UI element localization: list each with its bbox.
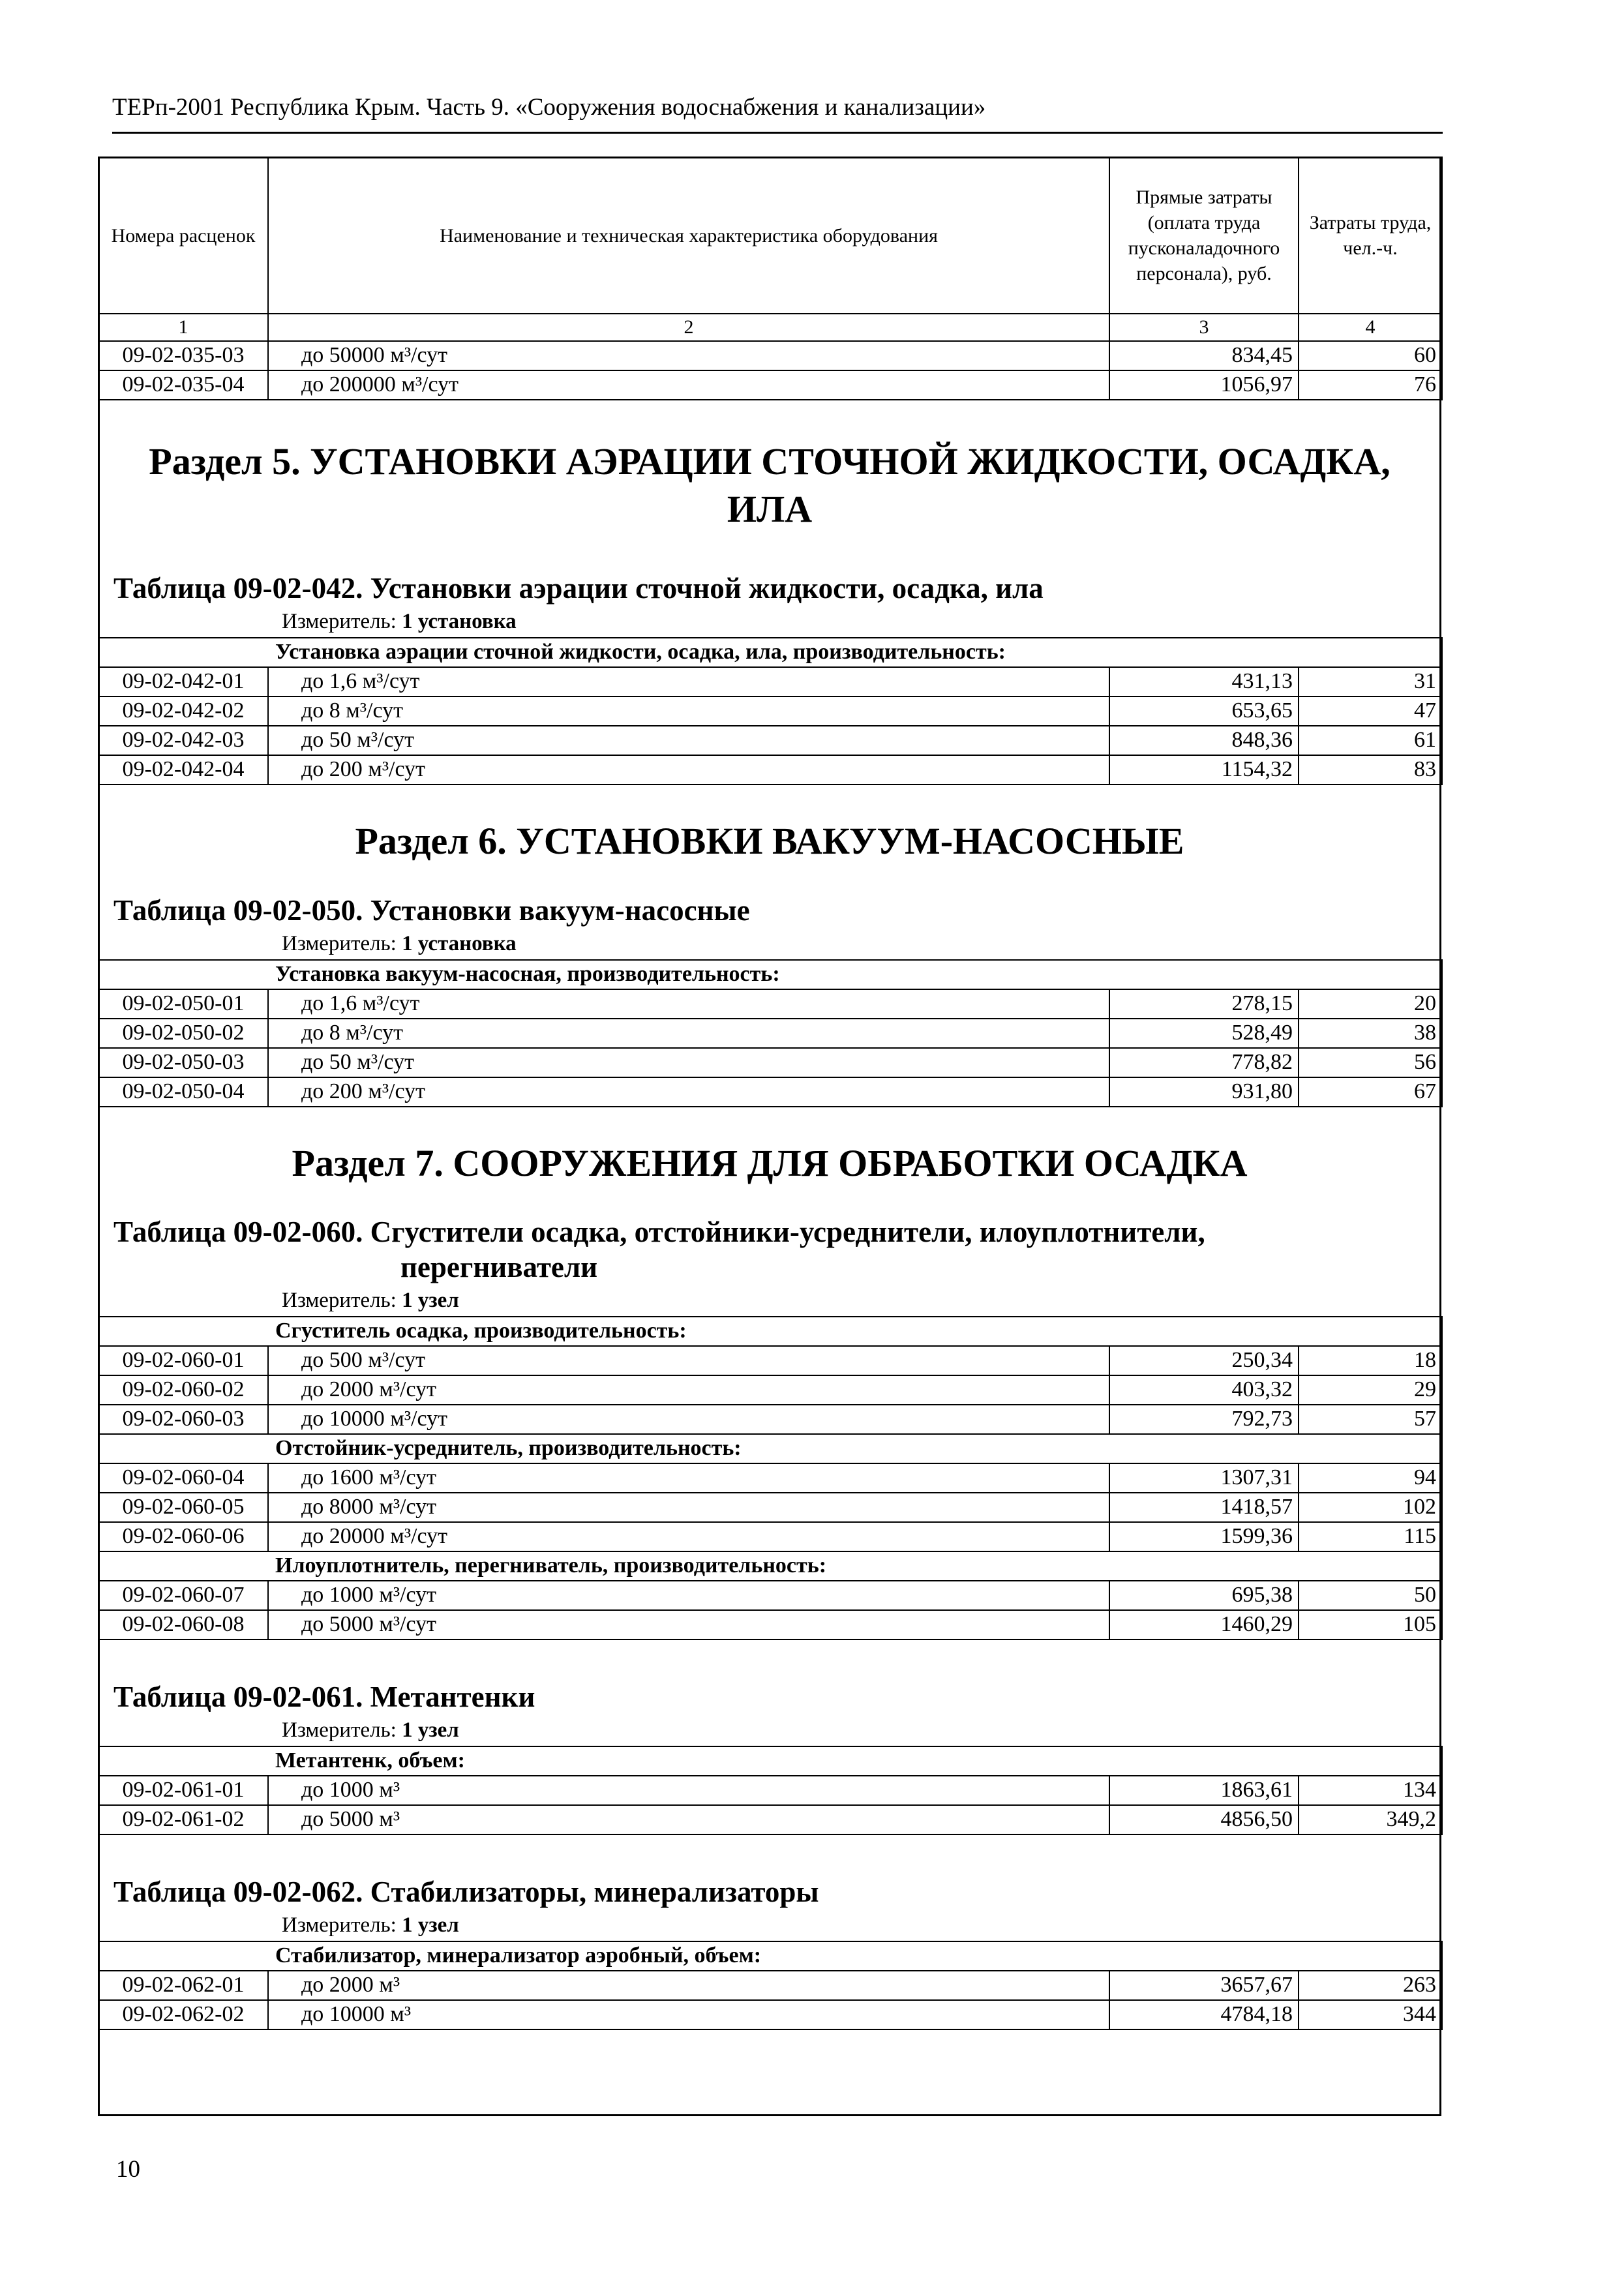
col-number: 3 (1109, 314, 1299, 341)
group-label: Метантенк, объем: (98, 1746, 1442, 1776)
col-header-labor: Затраты труда, чел.-ч. (1299, 157, 1442, 314)
rate-name: до 1,6 м³/сут (268, 667, 1109, 696)
rate-name: до 500 м³/сут (268, 1346, 1109, 1375)
rate-code: 09-02-060-08 (98, 1610, 268, 1639)
rate-code: 09-02-061-01 (98, 1776, 268, 1805)
rate-name: до 1,6 м³/сут (268, 989, 1109, 1019)
rate-labor: 18 (1299, 1346, 1442, 1375)
rate-name: до 2000 м³/сут (268, 1375, 1109, 1405)
group-row (98, 1551, 1442, 1581)
table-row (98, 1346, 1442, 1375)
rate-name: до 50 м³/сут (268, 726, 1109, 755)
rate-code: 09-02-042-03 (98, 726, 268, 755)
table-062-measure (98, 1909, 1441, 1941)
measure-label: Измеритель: (282, 1289, 397, 1312)
table-042-measure (98, 606, 1441, 637)
table-row (98, 1493, 1442, 1522)
group-row (98, 1746, 1442, 1776)
table-row (98, 989, 1442, 1019)
rate-cost: 1056,97 (1109, 370, 1299, 400)
group-row (98, 960, 1442, 989)
table-060 (98, 1316, 1443, 1640)
table-050-title: Таблица 09-02-050. Установки вакуум-насосные (113, 893, 750, 927)
table-062 (98, 1941, 1443, 2030)
rate-cost: 1599,36 (1109, 1522, 1299, 1551)
group-label: Установка вакуум-насосная, производительность: (98, 960, 1442, 989)
rate-labor: 94 (1299, 1463, 1442, 1493)
measure-label: Измеритель: (282, 1718, 397, 1742)
table-row (98, 1019, 1442, 1048)
group-row (98, 638, 1442, 667)
group-row (98, 1434, 1442, 1463)
rate-cost: 1863,61 (1109, 1776, 1299, 1805)
rate-cost: 403,32 (1109, 1375, 1299, 1405)
rate-cost: 778,82 (1109, 1048, 1299, 1077)
rate-cost: 848,36 (1109, 726, 1299, 755)
rate-name: до 1600 м³/сут (268, 1463, 1109, 1493)
document-header-title: ТЕРп-2001 Республика Крым. Часть 9. «Сооружения водоснабжения и канализации» (112, 94, 986, 121)
table-060-title (98, 1214, 1441, 1285)
table-row (98, 755, 1442, 785)
table-row (98, 1463, 1442, 1493)
rate-name: до 8000 м³/сут (268, 1493, 1109, 1522)
rate-cost: 278,15 (1109, 989, 1299, 1019)
col-number: 2 (268, 314, 1109, 341)
rate-name: до 1000 м³/сут (268, 1581, 1109, 1610)
rate-code: 09-02-060-03 (98, 1405, 268, 1434)
rate-code: 09-02-060-02 (98, 1375, 268, 1405)
table-061-measure (98, 1714, 1441, 1746)
measure-value: 1 узел (402, 1289, 459, 1312)
rate-code: 09-02-050-01 (98, 989, 268, 1019)
section-7-title: Раздел 7. СООРУЖЕНИЯ ДЛЯ ОБРАБОТКИ ОСАДКА (292, 1141, 1248, 1184)
rate-cost: 931,80 (1109, 1077, 1299, 1107)
rate-name: до 200000 м³/сут (268, 370, 1109, 400)
price-list (98, 157, 1441, 2030)
rate-labor: 344 (1299, 2000, 1442, 2029)
rate-code: 09-02-042-04 (98, 755, 268, 785)
group-label: Илоуплотнитель, перегниватель, производительность: (98, 1551, 1442, 1581)
column-number-row (98, 314, 1442, 341)
table-050-measure (98, 928, 1441, 959)
rate-cost: 250,34 (1109, 1346, 1299, 1375)
table-060-title-line-2: перегниватели (400, 1251, 598, 1283)
rate-name: до 8 м³/сут (268, 1019, 1109, 1048)
rate-name: до 10000 м³ (268, 2000, 1109, 2029)
rate-code: 09-02-060-07 (98, 1581, 268, 1610)
rate-labor: 67 (1299, 1077, 1442, 1107)
rate-labor: 134 (1299, 1776, 1442, 1805)
rate-labor: 76 (1299, 370, 1442, 400)
table-062-title: Таблица 09-02-062. Стабилизаторы, минерализаторы (113, 1876, 819, 1908)
rate-labor: 50 (1299, 1581, 1442, 1610)
rate-cost: 3657,67 (1109, 1971, 1299, 2000)
rate-code: 09-02-042-02 (98, 696, 268, 726)
measure-value: 1 узел (402, 1718, 459, 1742)
rate-cost: 4784,18 (1109, 2000, 1299, 2029)
table-060-title-line-1: Таблица 09-02-060. Сгустители осадка, отстойники-усреднители, илоуплотнители, (113, 1216, 1205, 1248)
measure-label: Измеритель: (282, 1913, 397, 1937)
rate-name: до 1000 м³ (268, 1776, 1109, 1805)
rate-labor: 31 (1299, 667, 1442, 696)
table-row (98, 667, 1442, 696)
measure-label: Измеритель: (282, 931, 397, 955)
table-row (98, 1048, 1442, 1077)
rate-labor: 57 (1299, 1405, 1442, 1434)
rate-name: до 8 м³/сут (268, 696, 1109, 726)
rate-name: до 5000 м³/сут (268, 1610, 1109, 1639)
rate-code: 09-02-062-02 (98, 2000, 268, 2029)
measure-value: 1 установка (402, 610, 517, 633)
rate-labor: 61 (1299, 726, 1442, 755)
group-label: Стабилизатор, минерализатор аэробный, объем: (98, 1941, 1442, 1971)
rate-cost: 653,65 (1109, 696, 1299, 726)
table-061 (98, 1746, 1443, 1835)
table-row (98, 341, 1442, 370)
rate-cost: 4856,50 (1109, 1805, 1299, 1834)
rate-cost: 1307,31 (1109, 1463, 1299, 1493)
table-row (98, 1077, 1442, 1107)
rate-labor: 20 (1299, 989, 1442, 1019)
rate-name: до 200 м³/сут (268, 1077, 1109, 1107)
rate-code: 09-02-060-06 (98, 1522, 268, 1551)
table-061-title: Таблица 09-02-061. Метантенки (113, 1681, 535, 1713)
section-6-title: Раздел 6. УСТАНОВКИ ВАКУУМ-НАСОСНЫЕ (355, 820, 1184, 862)
measure-value: 1 узел (402, 1913, 459, 1937)
rate-labor: 105 (1299, 1610, 1442, 1639)
col-number: 4 (1299, 314, 1442, 341)
table-060-measure (98, 1285, 1441, 1316)
column-header-row (98, 157, 1442, 314)
rate-code: 09-02-062-01 (98, 1971, 268, 2000)
table-050 (98, 959, 1443, 1107)
rate-labor: 349,2 (1299, 1805, 1442, 1834)
rate-labor: 56 (1299, 1048, 1442, 1077)
rate-labor: 60 (1299, 341, 1442, 370)
group-label: Сгуститель осадка, производительность: (98, 1317, 1442, 1346)
rate-code: 09-02-035-03 (98, 341, 268, 370)
rate-cost: 1460,29 (1109, 1610, 1299, 1639)
rate-code: 09-02-060-05 (98, 1493, 268, 1522)
table-row (98, 1522, 1442, 1551)
rate-labor: 83 (1299, 755, 1442, 785)
table-row (98, 1375, 1442, 1405)
table-row (98, 726, 1442, 755)
rate-name: до 20000 м³/сут (268, 1522, 1109, 1551)
rate-name: до 10000 м³/сут (268, 1405, 1109, 1434)
table-042 (98, 637, 1443, 785)
rate-labor: 102 (1299, 1493, 1442, 1522)
header-rule (112, 132, 1443, 134)
col-header-name: Наименование и техническая характеристика оборудования (268, 157, 1109, 314)
measure-value: 1 установка (402, 931, 517, 955)
group-label: Установка аэрации сточной жидкости, осадка, ила, производительность: (98, 638, 1442, 667)
rate-cost: 834,45 (1109, 341, 1299, 370)
rate-cost: 1154,32 (1109, 755, 1299, 785)
rate-name: до 5000 м³ (268, 1805, 1109, 1834)
section-5-title: Раздел 5. УСТАНОВКИ АЭРАЦИИ СТОЧНОЙ ЖИДКОСТИ, ОСАДКА, ИЛА (149, 440, 1391, 530)
rate-code: 09-02-042-01 (98, 667, 268, 696)
table-042-title: Таблица 09-02-042. Установки аэрации сточной жидкости, осадка, ила (113, 572, 1044, 605)
rate-code: 09-02-035-04 (98, 370, 268, 400)
rate-labor: 263 (1299, 1971, 1442, 2000)
rate-cost: 431,13 (1109, 667, 1299, 696)
rate-labor: 38 (1299, 1019, 1442, 1048)
table-row (98, 1805, 1442, 1834)
column-header-table (98, 157, 1443, 400)
table-row (98, 370, 1442, 400)
rate-code: 09-02-050-04 (98, 1077, 268, 1107)
group-label: Отстойник-усреднитель, производительность: (98, 1434, 1442, 1463)
col-header-cost: Прямые затраты (оплата труда пусконаладочного персонала), руб. (1109, 157, 1299, 314)
rate-labor: 29 (1299, 1375, 1442, 1405)
rate-code: 09-02-060-04 (98, 1463, 268, 1493)
rate-labor: 47 (1299, 696, 1442, 726)
table-row (98, 696, 1442, 726)
rate-code: 09-02-061-02 (98, 1805, 268, 1834)
measure-label: Измеритель: (282, 610, 397, 633)
rate-name: до 50000 м³/сут (268, 341, 1109, 370)
rate-cost: 528,49 (1109, 1019, 1299, 1048)
table-row (98, 1971, 1442, 2000)
rate-code: 09-02-050-03 (98, 1048, 268, 1077)
table-row (98, 1405, 1442, 1434)
rate-code: 09-02-060-01 (98, 1346, 268, 1375)
rate-name: до 200 м³/сут (268, 755, 1109, 785)
page-number: 10 (116, 2156, 140, 2183)
rate-cost: 792,73 (1109, 1405, 1299, 1434)
rate-name: до 50 м³/сут (268, 1048, 1109, 1077)
table-row (98, 1776, 1442, 1805)
rate-labor: 115 (1299, 1522, 1442, 1551)
rate-code: 09-02-050-02 (98, 1019, 268, 1048)
table-row (98, 2000, 1442, 2029)
table-row (98, 1610, 1442, 1639)
table-row (98, 1581, 1442, 1610)
rate-cost: 695,38 (1109, 1581, 1299, 1610)
col-header-code: Номера расценок (98, 157, 268, 314)
group-row (98, 1941, 1442, 1971)
rate-cost: 1418,57 (1109, 1493, 1299, 1522)
group-row (98, 1317, 1442, 1346)
rate-name: до 2000 м³ (268, 1971, 1109, 2000)
col-number: 1 (98, 314, 268, 341)
